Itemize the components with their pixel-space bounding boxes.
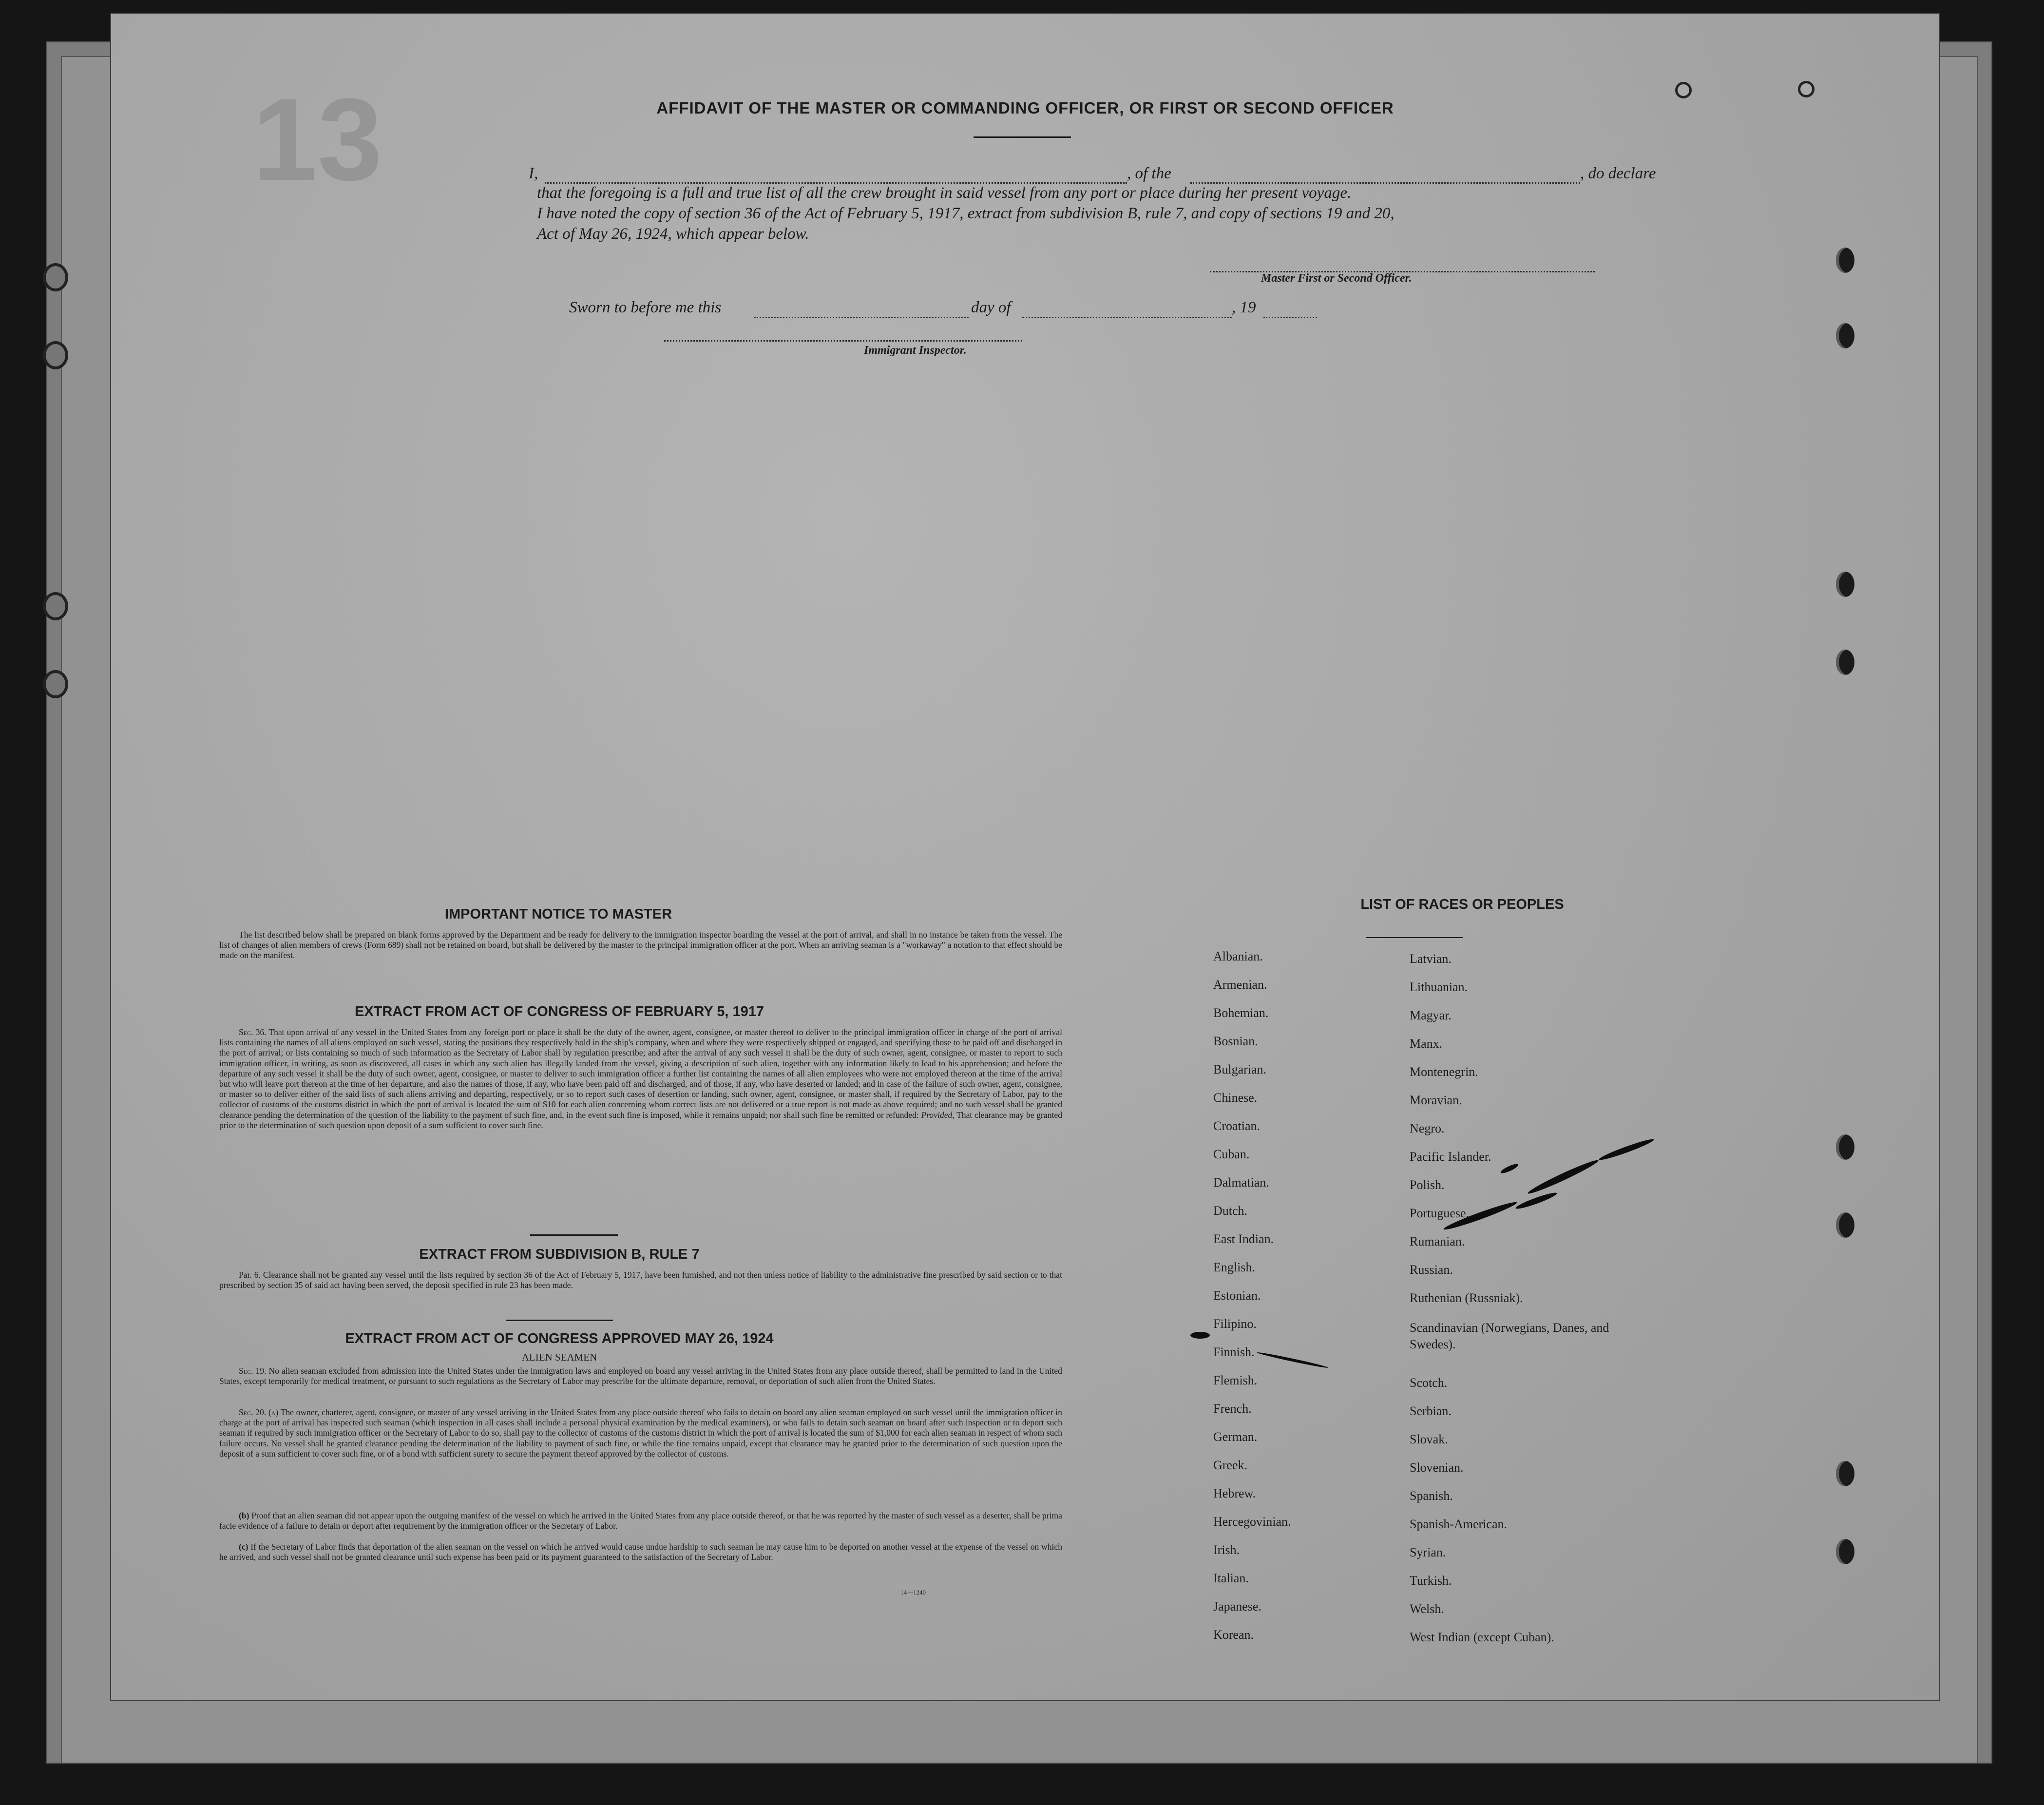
race-item: Spanish. <box>1410 1489 1453 1503</box>
extract-1917-text <box>219 1027 1062 1131</box>
divider <box>506 1320 613 1321</box>
inspector-label: Immigrant Inspector. <box>864 344 967 357</box>
divider <box>1366 937 1463 938</box>
race-item: Bulgarian. <box>1213 1062 1267 1076</box>
race-item: West Indian (except Cuban). <box>1410 1630 1554 1644</box>
race-item: Russian. <box>1410 1263 1453 1277</box>
punch-mark <box>1798 81 1815 97</box>
binder-hole <box>1836 323 1854 348</box>
binder-hole <box>43 670 68 698</box>
section-text: No alien seaman excluded from admission into the United States under the immigration laws and employed on board any vessel arriving in the United States from any place outside thereof, shall be permitted to land in the United States, except temporarily for medical treatment, or pursuant to such regulations as the Secretary of Labor may prescribe for the ultimate departure, removal, or deportation of such alien from the United States. <box>219 1366 1062 1386</box>
race-item: Dalmatian. <box>1213 1175 1269 1190</box>
binder-hole <box>43 263 68 291</box>
race-item: Slovak. <box>1410 1432 1448 1446</box>
race-item: Moravian. <box>1410 1093 1462 1107</box>
affidavit-line-2: that the foregoing is a full and true list of all the crew brought in said vessel from any port or place during her present voyage. <box>537 184 1352 202</box>
section-label: Sec. 20. (a) <box>239 1407 279 1417</box>
race-item: Spanish-American. <box>1410 1517 1508 1531</box>
section-text: Proof that an alien seaman did not appear upon the outgoing manifest of the vessel on which he arrived in the United States from any place outside thereof, or that he was reported by the master of such vessel as a deserter, shall be prima facie evidence of a failure to detain or deport after requirement by the immigration officer or the Secretary of Labor. <box>219 1511 1062 1531</box>
races-title: LIST OF RACES OR PEOPLES <box>1360 897 1564 912</box>
race-item: Cuban. <box>1213 1147 1250 1161</box>
race-item: Japanese. <box>1213 1599 1261 1613</box>
race-item: Syrian. <box>1410 1545 1446 1559</box>
section-label: Sec. 36. <box>239 1027 267 1037</box>
race-item: Welsh. <box>1410 1602 1444 1616</box>
race-item: Rumanian. <box>1410 1234 1465 1248</box>
ink-mark <box>1527 1157 1600 1196</box>
divider <box>530 1234 618 1236</box>
ink-mark <box>1500 1162 1519 1175</box>
binder-hole <box>1836 1134 1854 1160</box>
extract-1924-title: EXTRACT FROM ACT OF CONGRESS APPROVED MAY 26, 1924 <box>345 1331 774 1346</box>
race-item: Dutch. <box>1213 1204 1248 1218</box>
master-label: Master First or Second Officer. <box>1261 272 1412 285</box>
race-item: Manx. <box>1410 1037 1443 1051</box>
sworn-day-blank[interactable] <box>754 317 969 318</box>
name-blank[interactable] <box>545 182 1127 184</box>
race-item: Latvian. <box>1410 952 1452 966</box>
race-item: Filipino. <box>1213 1317 1257 1331</box>
race-item: East Indian. <box>1213 1232 1274 1246</box>
section-label: (c) <box>239 1542 248 1552</box>
race-item: Italian. <box>1213 1571 1249 1585</box>
binder-hole <box>1836 1539 1854 1564</box>
race-item: Estonian. <box>1213 1288 1261 1303</box>
race-item: Slovenian. <box>1410 1460 1464 1475</box>
race-item: Polish. <box>1410 1178 1445 1192</box>
race-item: Albanian. <box>1213 949 1263 963</box>
section-text: The owner, charterer, agent, consignee, or master of any vessel arriving in the United States from any place outside thereof who fails to detain on board any alien seaman employed on such vessel until the immigration officer in charge at the port of arrival has inspected such seaman (which inspection in all cases shall include a personal physical examination by the medical examiners), or who fails to detain such seaman on board after such inspection or to deport such seaman if required by such immigration officer or the Secretary of Labor to do so, shall pay to the collector of customs of the customs district in which the port of arrival is located the sum of $1,000 for each alien seaman in respect of whom such failure occurs. No vessel shall be granted clearance pending the determination of the liability to payment of such fine, or while the fine remains unpaid, except that clearance may be granted prior to the determination of such question upon the deposit of a sum sufficient to cover such fine, or of a bond with sufficient surety to secure the payment thereof approved by the collector of customs. <box>219 1407 1062 1459</box>
section-label: Sec. 19. <box>239 1366 267 1376</box>
race-item: Bosnian. <box>1213 1034 1258 1048</box>
sworn-text: Sworn to before me this <box>569 299 722 316</box>
ink-mark <box>1257 1351 1329 1369</box>
race-item: Negro. <box>1410 1121 1445 1135</box>
section-text: That upon arrival of any vessel in the United States from any foreign port or place it shall be the duty of the owner, agent, consignee, or master thereof to deliver to the principal immigration officer in charge of the port of arrival lists containing the names of all aliens employed on such vessel, stating the positions they respectively hold in the ship's company, when and where they were respectively shipped or engaged, and specifying those to be paid off and discharged in the port of arrival; or lists containing so much of such information as the Secretary of Labor shall by regulation prescribe; and after the arrival of any such vessel it shall be the duty of such owner, agent, consignee, or master to report to such immigration officer, in writing, as soon as discovered, all cases in which any such alien has illegally landed from the vessel, giving a description of such alien, together with any information likely to lead to his apprehension; and before the departure of any such vessel it shall be the duty of such owner, agent, consignee, or master to deliver to such immigration officer a further list containing the names of all alien employees who were not employed thereon at the time of the arrival but who will leave port thereon at the time of her departure, and also the names of those, if any, who have been paid off and discharged, and of those, if any, who have deserted or landed; and in case of the failure of such owner, agent, consignee, or master so to deliver either of the said lists of such aliens arriving and departing, respectively, or so to report such cases of desertion or landing, such owner, agent, consignee, or master shall, if required by the Secretary of Labor, pay to the collector of customs of the customs district in which the port of arrival is located the sum of $10 for each alien concerning whom correct lists are not delivered or a true report is not made as above required; and no such vessel shall be granted clearance pending the determination of the question of the liability to the payment of such fine, and, in the event such fine is imposed, while it remains unpaid; nor shall such fine be remitted or refunded: <box>219 1027 1062 1120</box>
section-label: (b) <box>239 1511 249 1520</box>
race-item: Greek. <box>1213 1458 1248 1472</box>
race-item: Flemish. <box>1213 1373 1258 1387</box>
race-item: German. <box>1213 1430 1258 1444</box>
form-number: 14—1240 <box>900 1589 926 1596</box>
race-item: Hercegovinian. <box>1213 1515 1291 1529</box>
proviso: Provided, <box>921 1110 955 1120</box>
race-item: Armenian. <box>1213 978 1267 992</box>
rule7-title: EXTRACT FROM SUBDIVISION B, RULE 7 <box>419 1247 700 1262</box>
affidavit-line-4: Act of May 26, 1924, which appear below. <box>537 225 809 243</box>
race-item: French. <box>1213 1402 1252 1416</box>
year-prefix: , 19 <box>1232 299 1256 316</box>
affidavit-i: I, <box>529 165 538 182</box>
race-item: Montenegrin. <box>1410 1065 1478 1079</box>
binder-hole <box>1836 248 1854 273</box>
ink-mark <box>1190 1332 1210 1339</box>
race-item: English. <box>1213 1260 1255 1274</box>
binder-hole <box>1836 1461 1854 1486</box>
affidavit-line-3: I have noted the copy of section 36 of the Act of February 5, 1917, extract from subdivision B, rule 7, and copy of sections 19 and 20, <box>537 205 1395 222</box>
section-text: If the Secretary of Labor finds that deportation of the alien seaman on the vessel on which he arrived would cause undue hardship to such seaman he may cause him to be deported on another vessel at the expense of the vessel on which he arrived, and such vessel shall not be granted clearance until such expense has been paid or its payment guaranteed to the satisfaction of the Secretary of Labor. <box>219 1542 1062 1562</box>
sec20a-text <box>219 1407 1062 1459</box>
race-item: Scandinavian (Norwegians, Danes, and Swedes). <box>1410 1321 1609 1351</box>
binder-hole <box>43 592 68 620</box>
rule7-text: Par. 6. Clearance shall not be granted any vessel until the lists required by section 36 of the Act of February 5, 1917, have been furnished, and not then unless notice of liability to the administrative fine prescribed by said section or to that prescribed by section 35 of said act having been served, the deposit specified in rule 23 has been made. <box>219 1270 1062 1290</box>
race-item: Portuguese. <box>1410 1206 1470 1220</box>
race-item: Croatian. <box>1213 1119 1261 1133</box>
affidavit-of-the: , of the <box>1127 165 1171 182</box>
inspector-signature-line[interactable] <box>664 340 1022 342</box>
race-item: Finnish. <box>1213 1345 1255 1359</box>
race-item: Bohemian. <box>1213 1006 1269 1020</box>
sworn-year-blank[interactable] <box>1263 317 1317 318</box>
sworn-month-blank[interactable] <box>1022 317 1232 318</box>
day-of-text: day of <box>971 299 1011 316</box>
notice-title: IMPORTANT NOTICE TO MASTER <box>444 906 672 922</box>
race-item: Ruthenian (Russniak). <box>1410 1291 1523 1305</box>
race-item: Hebrew. <box>1213 1486 1256 1500</box>
punch-mark <box>1675 82 1692 98</box>
race-item: Scotch. <box>1410 1376 1448 1390</box>
race-item: Lithuanian. <box>1410 980 1468 994</box>
race-item: Serbian. <box>1410 1404 1452 1418</box>
ink-mark <box>1515 1191 1558 1211</box>
notice-text: The list described below shall be prepared on blank forms approved by the Department and be ready for delivery to the immigration inspector boarding the vessel at the port of arrival, and shall in no instance be taken from the vessel. The list of changes of alien members of crews (Form 689) shall not be retained on board, but shall be delivered by the master to the principal immigration officer at the port. When an arriving seaman is a "workaway" a notation to that effect should be made on the manifest. <box>219 930 1062 960</box>
binder-hole <box>1836 1212 1854 1238</box>
extract-1924-subtitle: ALIEN SEAMEN <box>521 1351 597 1363</box>
race-item: Korean. <box>1213 1628 1254 1642</box>
race-item: Magyar. <box>1410 1008 1452 1022</box>
page-marker: 13 <box>252 74 382 205</box>
sec20c-text <box>219 1542 1062 1562</box>
affidavit-title: AFFIDAVIT OF THE MASTER OR COMMANDING OFFICER, OR FIRST OR SECOND OFFICER <box>656 99 1394 117</box>
race-item: Pacific Islander. <box>1410 1150 1491 1164</box>
divider <box>974 136 1071 138</box>
sec20b-text <box>219 1511 1062 1531</box>
manifest-page <box>111 14 1939 1700</box>
race-item: Irish. <box>1213 1543 1240 1557</box>
binder-hole <box>1836 650 1854 675</box>
vessel-blank[interactable] <box>1190 182 1580 184</box>
affidavit-declare: , do declare <box>1580 165 1656 182</box>
race-item: Chinese. <box>1213 1091 1258 1105</box>
extract-1917-title: EXTRACT FROM ACT OF CONGRESS OF FEBRUARY 5, 1917 <box>354 1004 764 1019</box>
ink-mark <box>1598 1137 1655 1162</box>
race-item: Turkish. <box>1410 1574 1452 1588</box>
binder-hole <box>43 341 68 369</box>
binder-hole <box>1836 572 1854 597</box>
section-text-end: That clearance may be granted prior to the determination of such question upon deposit of a sum sufficient to cover such fine. <box>219 1110 1062 1130</box>
sec19-text <box>219 1366 1062 1386</box>
